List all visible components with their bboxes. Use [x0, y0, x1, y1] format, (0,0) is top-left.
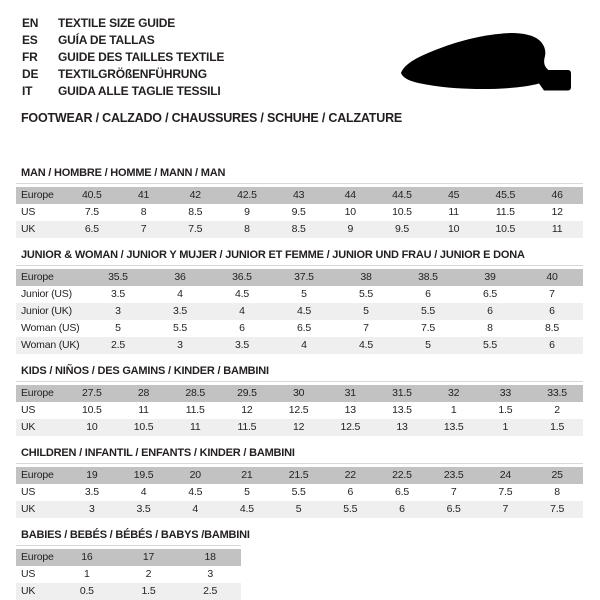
row-label: Europe: [16, 549, 56, 566]
row-label: Woman (US): [16, 320, 87, 337]
size-cell: 1.5: [480, 402, 532, 419]
size-cell: 12: [273, 419, 325, 436]
size-cell: 7: [521, 286, 583, 303]
size-cell: 20: [169, 467, 221, 484]
row-label: Europe: [16, 385, 66, 402]
size-cell: 8: [531, 484, 583, 501]
size-table: [16, 467, 583, 518]
size-cell: 40.5: [66, 187, 118, 204]
size-cell: 4: [149, 286, 211, 303]
size-cell: 2: [531, 402, 583, 419]
row-label: US: [16, 204, 66, 221]
row-label: UK: [16, 221, 66, 238]
size-cell: 37.5: [273, 269, 335, 286]
size-cell: 19: [66, 467, 118, 484]
size-cell: 4.5: [335, 337, 397, 354]
size-cell: 3.5: [66, 484, 118, 501]
size-cell: 22: [324, 467, 376, 484]
size-cell: 11: [428, 204, 480, 221]
language-list: [22, 15, 224, 100]
size-cell: 13.5: [376, 402, 428, 419]
size-cell: 5: [87, 320, 149, 337]
size-cell: 5: [221, 484, 273, 501]
language-code: DE: [22, 67, 39, 81]
table-title: KIDS / NIÑOS / DES GAMINS / KINDER / BAMBINI: [21, 365, 269, 377]
size-cell: 6.5: [459, 286, 521, 303]
table-row: [16, 221, 583, 238]
row-label: UK: [16, 419, 66, 436]
size-cell: 12: [531, 204, 583, 221]
language-code: EN: [22, 16, 39, 30]
table-container: [16, 463, 583, 518]
size-cell: 4: [169, 501, 221, 518]
table-row: [16, 286, 583, 303]
table-row: [16, 501, 583, 518]
category-heading: FOOTWEAR / CALZADO / CHAUSSURES / SCHUHE / CALZATURE: [21, 111, 403, 125]
size-cell: 21.5: [273, 467, 325, 484]
table-container: [16, 265, 583, 354]
size-cell: 0.5: [56, 583, 118, 600]
table-row: [16, 467, 583, 484]
size-cell: 12.5: [324, 419, 376, 436]
language-code: IT: [22, 84, 33, 98]
row-label: UK: [16, 583, 56, 600]
size-cell: 7.5: [480, 484, 532, 501]
size-cell: 6.5: [273, 320, 335, 337]
size-table: [16, 269, 583, 354]
size-table-section-children: [16, 447, 583, 518]
table-row: [16, 269, 583, 286]
size-cell: 10: [324, 204, 376, 221]
dress-shoe-icon: [398, 33, 572, 95]
size-cell: 23.5: [428, 467, 480, 484]
size-table-section-man: [16, 167, 583, 238]
size-cell: 3: [149, 337, 211, 354]
size-cell: 12.5: [273, 402, 325, 419]
size-cell: 13.5: [428, 419, 480, 436]
size-cell: 28.5: [169, 385, 221, 402]
size-cell: 6: [211, 320, 273, 337]
size-cell: 4.5: [221, 501, 273, 518]
size-cell: 7.5: [169, 221, 221, 238]
size-cell: 6: [397, 286, 459, 303]
size-cell: 5.5: [397, 303, 459, 320]
size-cell: 19.5: [118, 467, 170, 484]
size-cell: 6: [376, 501, 428, 518]
size-cell: 3: [66, 501, 118, 518]
table-row: [16, 320, 583, 337]
table-container: [16, 545, 241, 600]
size-cell: 36: [149, 269, 211, 286]
size-cell: 8: [221, 221, 273, 238]
size-cell: 5.5: [149, 320, 211, 337]
size-cell: 44: [324, 187, 376, 204]
size-cell: 42: [169, 187, 221, 204]
size-cell: 6.5: [66, 221, 118, 238]
language-item: [22, 32, 224, 49]
size-table-section-babies: [16, 529, 583, 600]
table-row: [16, 204, 583, 221]
row-label: UK: [16, 501, 66, 518]
size-cell: 22.5: [376, 467, 428, 484]
row-label: Junior (UK): [16, 303, 87, 320]
size-cell: 9: [221, 204, 273, 221]
size-cell: 1: [480, 419, 532, 436]
size-cell: 11.5: [169, 402, 221, 419]
size-cell: 6: [521, 303, 583, 320]
size-cell: 6: [459, 303, 521, 320]
row-label: Junior (US): [16, 286, 87, 303]
size-cell: 33.5: [531, 385, 583, 402]
size-cell: 3.5: [149, 303, 211, 320]
size-cell: 4: [118, 484, 170, 501]
size-cell: 1: [428, 402, 480, 419]
size-cell: 31: [324, 385, 376, 402]
size-table: [16, 187, 583, 238]
size-cell: 39: [459, 269, 521, 286]
size-cell: 10.5: [66, 402, 118, 419]
table-row: [16, 187, 583, 204]
language-label: TEXTILE SIZE GUIDE: [58, 16, 176, 30]
size-cell: 10.5: [480, 221, 532, 238]
size-cell: 5: [273, 501, 325, 518]
size-cell: 25: [531, 467, 583, 484]
language-item: [22, 66, 224, 83]
row-label: US: [16, 484, 66, 501]
size-cell: 2.5: [179, 583, 241, 600]
size-cell: 7: [480, 501, 532, 518]
language-label: TEXTILGRÖßENFÜHRUNG: [58, 67, 207, 81]
size-cell: 5: [335, 303, 397, 320]
size-cell: 11.5: [480, 204, 532, 221]
size-cell: 44.5: [376, 187, 428, 204]
row-label: Europe: [16, 187, 66, 204]
size-cell: 33: [480, 385, 532, 402]
size-cell: 10: [428, 221, 480, 238]
table-title: JUNIOR & WOMAN / JUNIOR Y MUJER / JUNIOR ET FEMME / JUNIOR UND FRAU / JUNIOR E DONA: [21, 249, 525, 261]
size-cell: 9.5: [273, 204, 325, 221]
language-item: [22, 15, 224, 32]
size-cell: 16: [56, 549, 118, 566]
size-cell: 11: [531, 221, 583, 238]
size-cell: 2.5: [87, 337, 149, 354]
size-cell: 7: [335, 320, 397, 337]
size-cell: 8: [459, 320, 521, 337]
size-cell: 1: [56, 566, 118, 583]
language-label: GUÍA DE TALLAS: [58, 33, 155, 47]
size-cell: 38.5: [397, 269, 459, 286]
size-cell: 6.5: [428, 501, 480, 518]
size-cell: 11.5: [221, 419, 273, 436]
size-cell: 11: [118, 402, 170, 419]
row-label: Woman (UK): [16, 337, 87, 354]
size-cell: 3.5: [118, 501, 170, 518]
size-cell: 5: [273, 286, 335, 303]
table-row: [16, 402, 583, 419]
size-cell: 45.5: [480, 187, 532, 204]
size-table: [16, 549, 241, 600]
size-cell: 27.5: [66, 385, 118, 402]
table-row: [16, 419, 583, 436]
language-label: GUIDE DES TAILLES TEXTILE: [58, 50, 225, 64]
size-cell: 12: [221, 402, 273, 419]
size-cell: 17: [118, 549, 180, 566]
size-cell: 7.5: [397, 320, 459, 337]
size-cell: 3: [87, 303, 149, 320]
size-cell: 1.5: [118, 583, 180, 600]
size-cell: 8.5: [169, 204, 221, 221]
language-label: GUIDA ALLE TAGLIE TESSILI: [58, 84, 221, 98]
size-cell: 3: [179, 566, 241, 583]
size-cell: 9: [324, 221, 376, 238]
table-container: [16, 381, 583, 436]
size-tables: [16, 167, 583, 600]
size-cell: 10: [66, 419, 118, 436]
size-cell: 30: [273, 385, 325, 402]
size-cell: 28: [118, 385, 170, 402]
size-cell: 21: [221, 467, 273, 484]
size-cell: 6: [521, 337, 583, 354]
size-cell: 8: [118, 204, 170, 221]
table-row: [16, 549, 241, 566]
language-item: [22, 83, 224, 100]
size-cell: 5.5: [324, 501, 376, 518]
size-cell: 4: [273, 337, 335, 354]
size-cell: 36.5: [211, 269, 273, 286]
size-cell: 31.5: [376, 385, 428, 402]
row-label: US: [16, 402, 66, 419]
language-code: FR: [22, 50, 38, 64]
size-cell: 9.5: [376, 221, 428, 238]
size-cell: 45: [428, 187, 480, 204]
size-cell: 24: [480, 467, 532, 484]
size-cell: 32: [428, 385, 480, 402]
size-cell: 7: [118, 221, 170, 238]
table-row: [16, 337, 583, 354]
size-cell: 13: [376, 419, 428, 436]
size-table-section-junior-woman: [16, 249, 583, 354]
size-cell: 46: [531, 187, 583, 204]
row-label: Europe: [16, 269, 87, 286]
row-label: US: [16, 566, 56, 583]
size-cell: 4.5: [169, 484, 221, 501]
size-cell: 7.5: [531, 501, 583, 518]
size-cell: 8.5: [273, 221, 325, 238]
size-cell: 4: [211, 303, 273, 320]
size-table: [16, 385, 583, 436]
size-cell: 6.5: [376, 484, 428, 501]
table-title: MAN / HOMBRE / HOMME / MANN / MAN: [21, 167, 226, 179]
size-cell: 5.5: [273, 484, 325, 501]
size-cell: 35.5: [87, 269, 149, 286]
size-cell: 5.5: [335, 286, 397, 303]
table-title: CHILDREN / INFANTIL / ENFANTS / KINDER / BAMBINI: [21, 447, 295, 459]
table-container: [16, 183, 583, 238]
size-cell: 4.5: [211, 286, 273, 303]
size-cell: 7.5: [66, 204, 118, 221]
size-cell: 1.5: [531, 419, 583, 436]
size-cell: 3.5: [87, 286, 149, 303]
size-cell: 10.5: [118, 419, 170, 436]
size-cell: 38: [335, 269, 397, 286]
size-cell: 41: [118, 187, 170, 204]
row-label: Europe: [16, 467, 66, 484]
size-cell: 5.5: [459, 337, 521, 354]
size-cell: 18: [179, 549, 241, 566]
size-cell: 4.5: [273, 303, 335, 320]
table-row: [16, 303, 583, 320]
table-row: [16, 484, 583, 501]
size-cell: 8.5: [521, 320, 583, 337]
size-cell: 43: [273, 187, 325, 204]
size-cell: 13: [324, 402, 376, 419]
size-cell: 11: [169, 419, 221, 436]
language-item: [22, 49, 224, 66]
size-table-section-kids: [16, 365, 583, 436]
table-row: [16, 385, 583, 402]
size-cell: 40: [521, 269, 583, 286]
table-row: [16, 566, 241, 583]
size-cell: 10.5: [376, 204, 428, 221]
size-cell: 3.5: [211, 337, 273, 354]
size-cell: 42.5: [221, 187, 273, 204]
table-title: BABIES / BEBÉS / BÉBÉS / BABYS /BAMBINI: [21, 529, 250, 541]
size-cell: 6: [324, 484, 376, 501]
size-cell: 7: [428, 484, 480, 501]
table-row: [16, 583, 241, 600]
language-code: ES: [22, 33, 38, 47]
size-cell: 29.5: [221, 385, 273, 402]
size-cell: 2: [118, 566, 180, 583]
size-cell: 5: [397, 337, 459, 354]
